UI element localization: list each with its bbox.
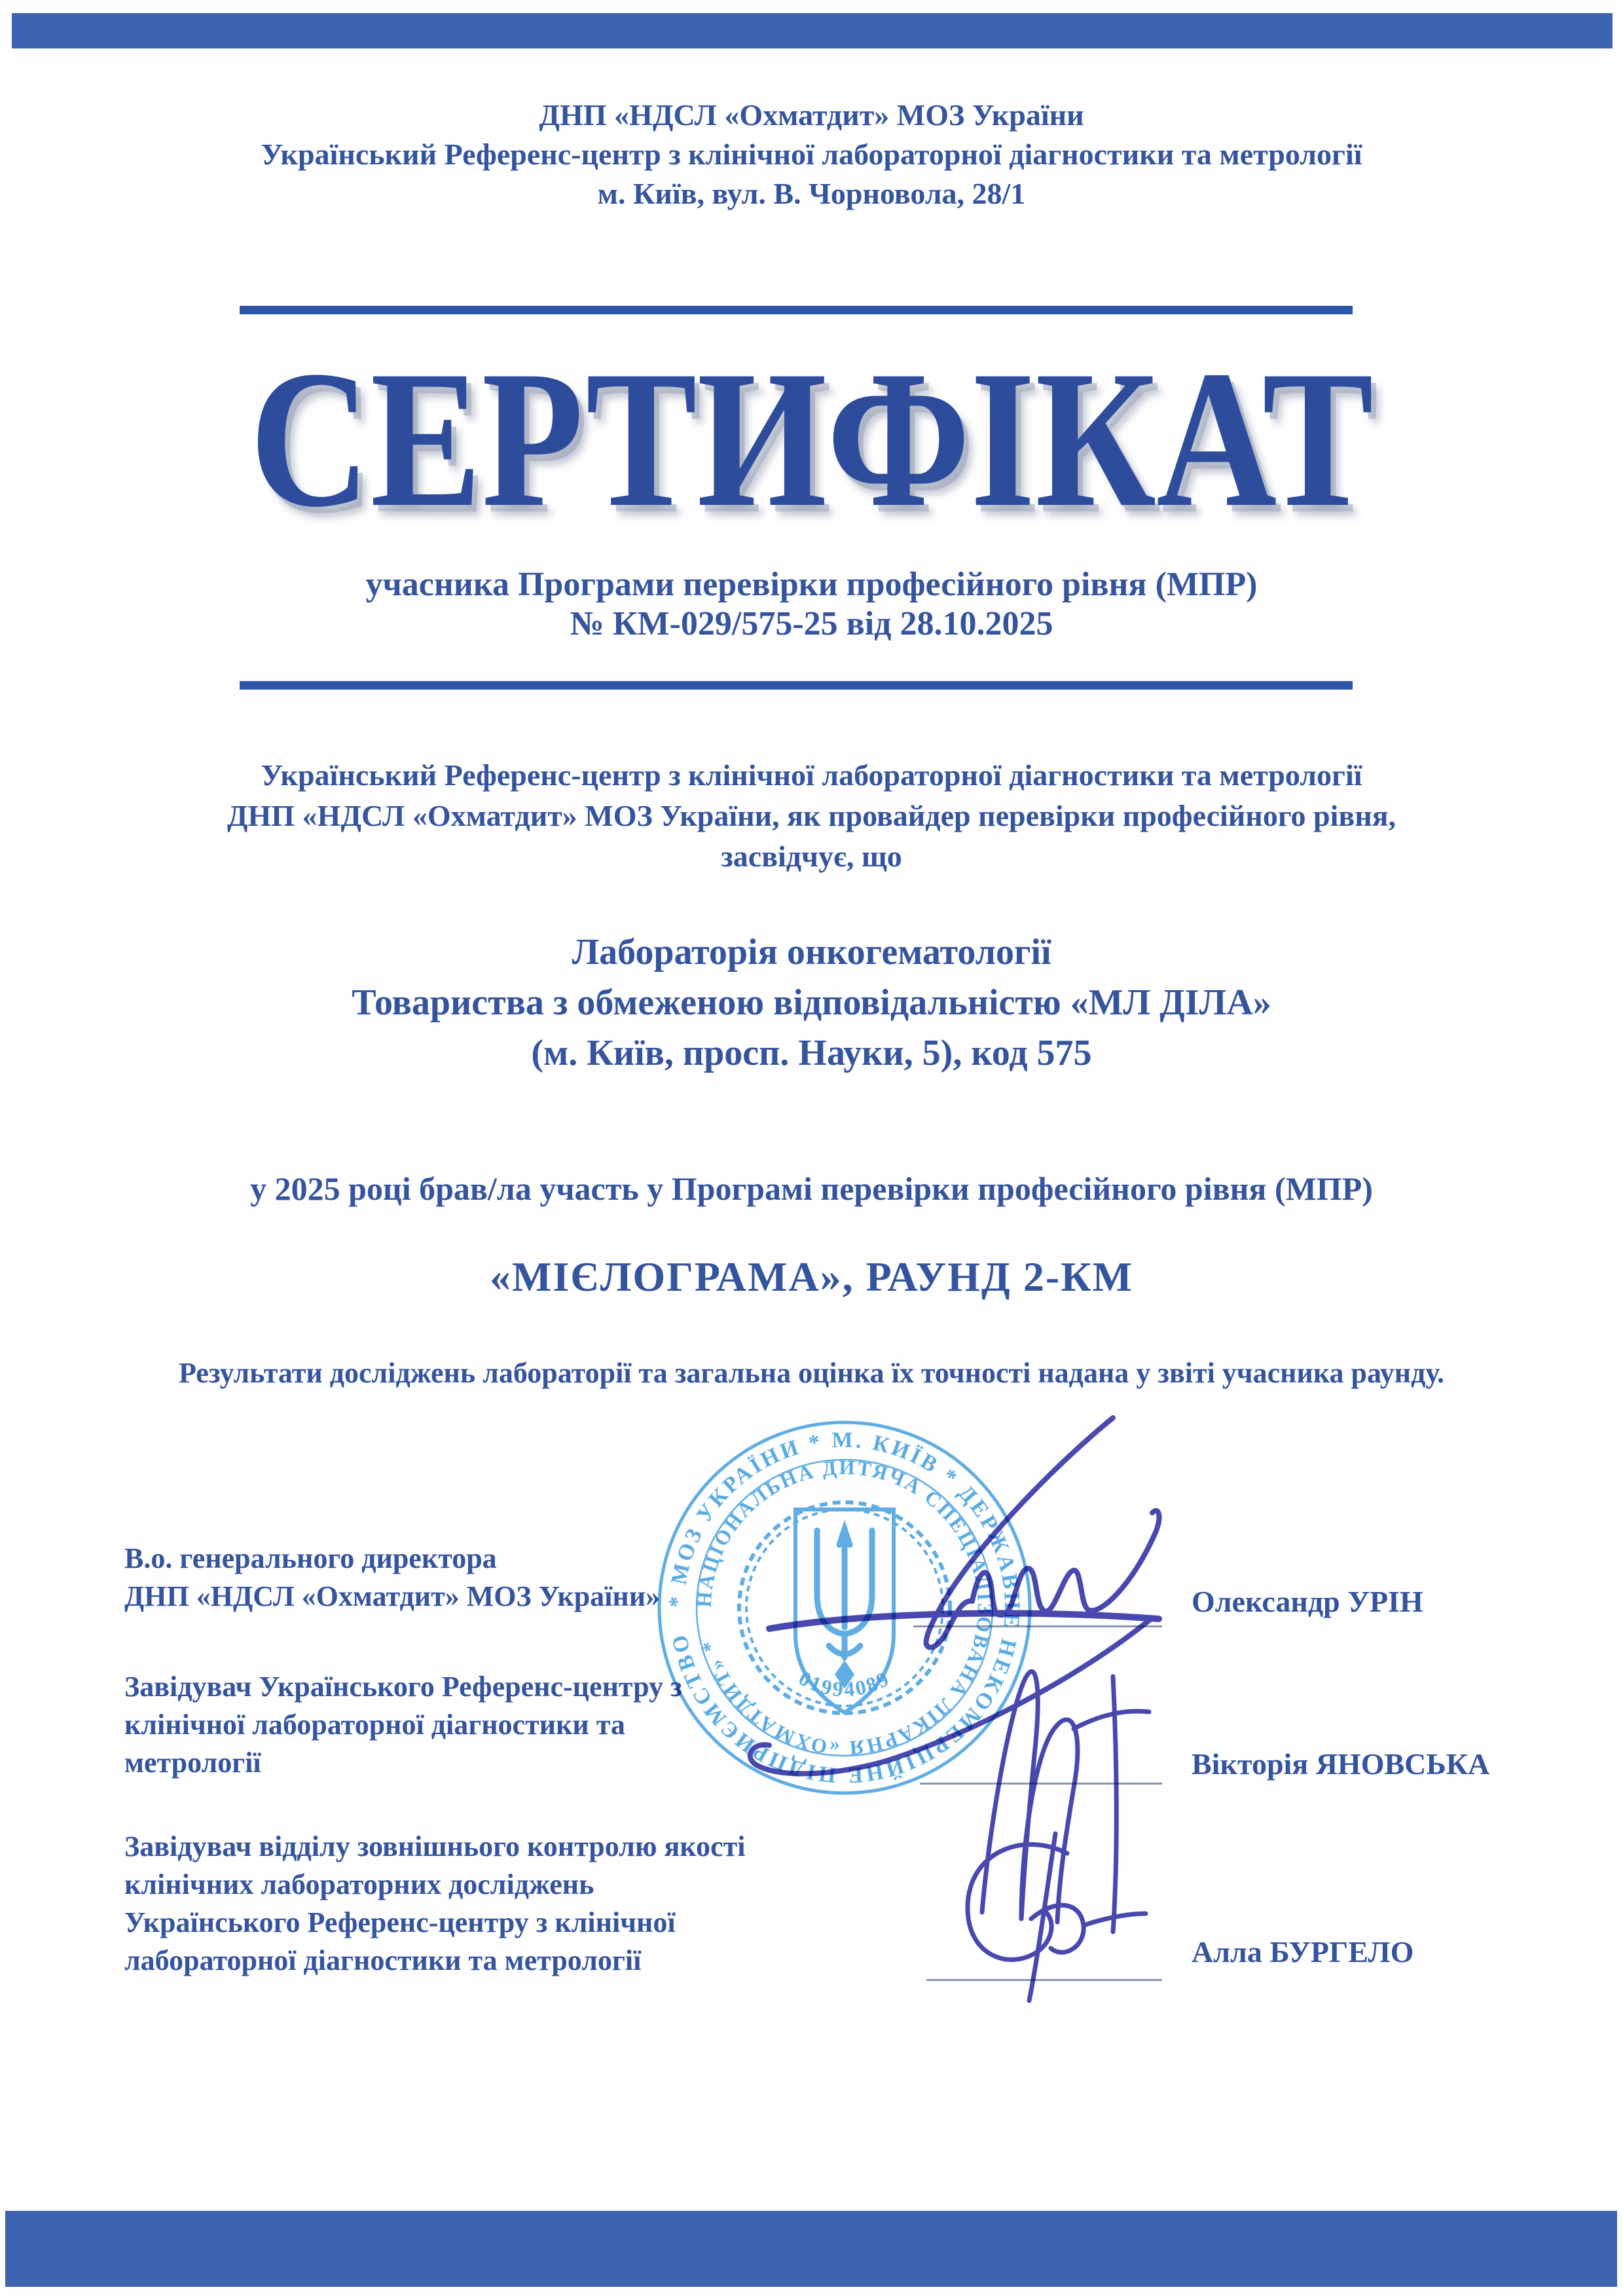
signatory-3-title-line-3: Українського Референс-центру з клінічної	[124, 1906, 676, 1938]
signatory-3-title-line-2: клінічних лабораторних досліджень	[124, 1868, 594, 1900]
bottom-border-bar	[5, 2211, 1617, 2287]
divider-top	[240, 306, 1353, 314]
laboratory-line-1: Лабораторія онкогематології	[572, 932, 1051, 972]
statement-line-1: Український Референс-центр з клінічної лабораторної діагностики та метрології	[261, 758, 1362, 792]
laboratory-line-3: (м. Київ, просп. Науки, 5), код 575	[531, 1033, 1092, 1073]
org-header-line-2: Український Референс-центр з клінічної лабораторної діагностики та метрології	[261, 138, 1362, 171]
certificate-subtitle	[0, 565, 1623, 644]
provider-statement	[0, 755, 1623, 877]
certificate-title-text: СЕРТИФІКАТ	[249, 330, 1374, 547]
stamp-inner-text: НАЦІОНАЛЬНА ДИТЯЧА СПЕЦІАЛІЗОВАНА ЛІКАРНЯ «ОХМАТДИТ» *	[692, 1455, 997, 1760]
top-border-bar	[12, 13, 1613, 48]
laboratory-name	[0, 927, 1623, 1079]
signatory-3-title-line-4: лабораторної діагностики та метрології	[124, 1944, 642, 1976]
certificate-title	[0, 330, 1623, 547]
signatory-2-name: Вікторія ЯНОВСЬКА	[1192, 1747, 1490, 1781]
statement-line-3: засвідчує, що	[721, 840, 902, 873]
signatory-2-title	[124, 1668, 682, 1782]
participation-line: у 2025 році брав/ла участь у Програмі перевірки професійного рівня (МПР)	[250, 1170, 1373, 1207]
subtitle-line: учасника Програми перевірки професійного рівня (МПР)	[365, 566, 1258, 603]
signatory-1-title	[124, 1540, 660, 1616]
laboratory-line-2: Товариства з обмеженою відповідальністю «МЛ ДІЛА»	[352, 982, 1271, 1023]
statement-line-2: ДНП «НДСЛ «Охматдит» МОЗ України, як провайдер перевірки професійного рівня,	[227, 799, 1396, 832]
signatory-3-name: Алла БУРГЕЛО	[1192, 1935, 1414, 1969]
signatory-3-title-line-1: Завідувач відділу зовнішнього контролю якості	[124, 1830, 746, 1862]
signatory-1-name: Олександр УРІН	[1192, 1585, 1423, 1618]
org-header-line-3: м. Київ, вул. В. Чорновола, 28/1	[597, 177, 1026, 210]
org-header	[0, 96, 1623, 213]
certificate-number: № КМ-029/575-25 від 28.10.2025	[570, 605, 1053, 642]
program-round-line: «МІЄЛОГРАМА», РАУНД 2-КМ	[489, 1253, 1134, 1300]
stamp-outer-text: * МОЗ УКРАЇНИ * М. КИЇВ * ДЕРЖАВНЕ НЕКОМЕРЦІЙНЕ ПІДПРИЄМСТВО	[665, 1428, 1025, 1788]
org-header-line-1: ДНП «НДСЛ «Охматдит» МОЗ України	[539, 98, 1084, 132]
signatures-ink-layer	[622, 1375, 1277, 2030]
divider-bottom	[240, 681, 1353, 690]
signatory-2-title-line-2: клінічної лабораторної діагностики та	[124, 1709, 625, 1741]
signatory-2-title-line-1: Завідувач Українського Референс-центру з	[124, 1671, 682, 1703]
stamp-code: 01994089	[795, 1665, 894, 1701]
results-note: Результати досліджень лабораторії та загальна оцінка їх точності надана у звіті учасника раунду.	[179, 1357, 1444, 1389]
signatory-1-title-line-1: В.о. генерального директора	[124, 1542, 497, 1574]
signatory-1-title-line-2: ДНП «НДСЛ «Охматдит» МОЗ України»	[124, 1580, 661, 1612]
signatory-2-title-line-3: метрології	[124, 1747, 261, 1779]
